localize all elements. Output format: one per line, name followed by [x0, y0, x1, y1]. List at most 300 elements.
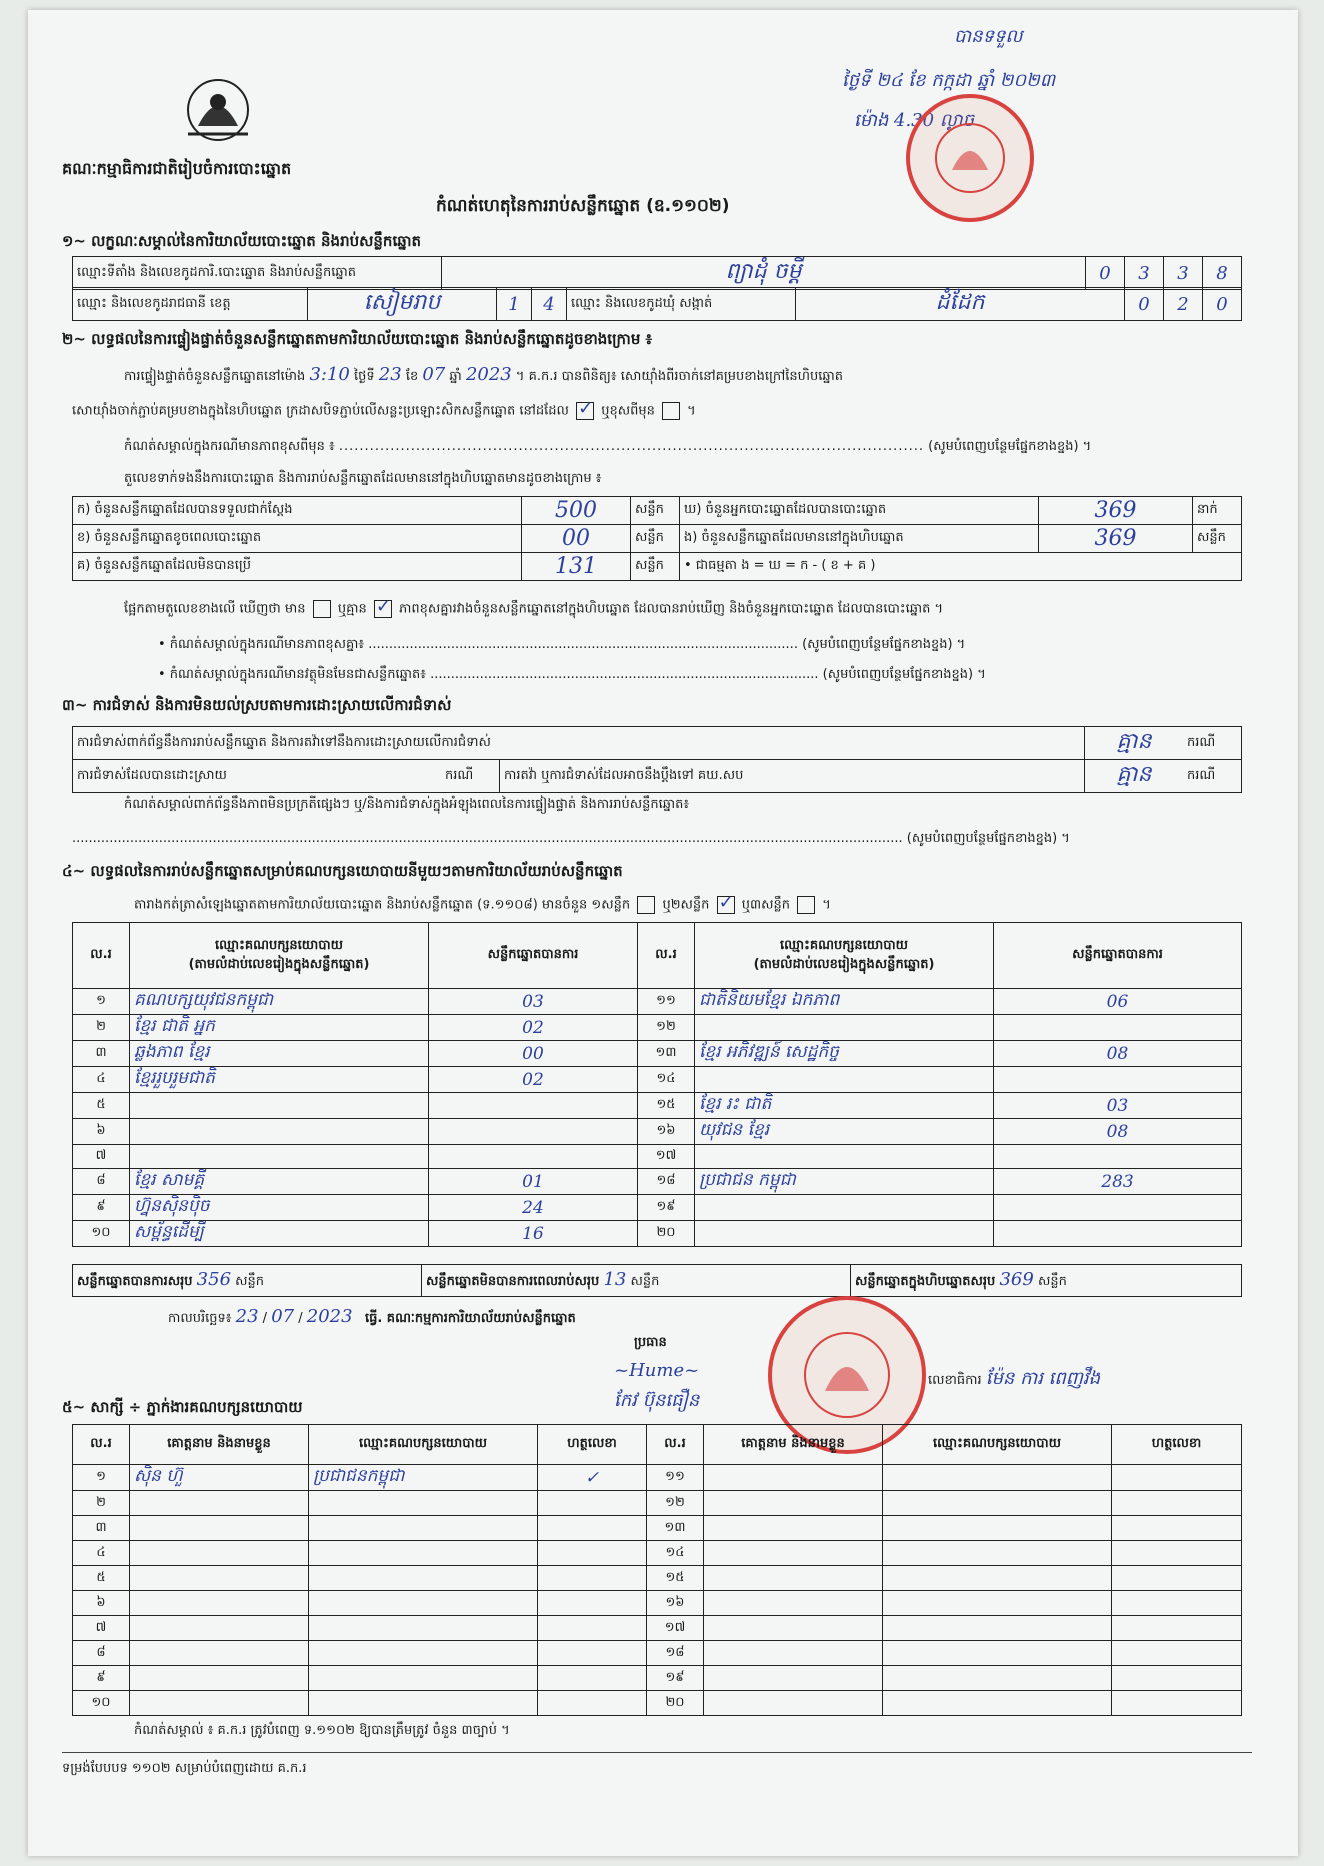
party-row	[73, 1145, 1242, 1169]
party-name: ប្រជាជន កម្ពុជា	[695, 1169, 994, 1195]
witness-no: ១៣	[647, 1516, 704, 1541]
col-no-left: ល.រ	[73, 923, 130, 989]
total-box-label: សន្លឹកឆ្នោតក្នុងហិបឆ្នោតសរុប	[855, 1274, 996, 1289]
total-box-value: 369	[999, 1269, 1034, 1290]
witness-party	[309, 1691, 538, 1716]
party-no: ១៣	[638, 1041, 695, 1067]
witness-no: ១៨	[647, 1641, 704, 1666]
verify-year: 2023	[465, 364, 512, 385]
witness-name	[704, 1491, 883, 1516]
spoiled-ballots-value: 00	[522, 525, 631, 553]
witness-party	[309, 1641, 538, 1666]
witness-row	[73, 1516, 1242, 1541]
party-votes: 01	[429, 1169, 638, 1195]
party-name: សម្ព័ន្ធដើម្បី	[130, 1221, 429, 1247]
verify-text-e: ។ គ.ក.រ បានពិនិត្យ៖ សោយ៉ាំងពីរចាក់នៅគម្របខាងក្រៅនៃហិបឆ្នោត	[515, 369, 844, 384]
witness-signature: ✓	[538, 1465, 647, 1491]
party-votes: 03	[994, 1093, 1242, 1119]
w-col-no-left: ល.រ	[73, 1425, 130, 1465]
witness-name	[130, 1641, 309, 1666]
witness-name	[704, 1516, 883, 1541]
section1-title: ១~ លក្ខណៈសម្គាល់នៃការិយាល័យបោះឆ្នោត និងរាប់សន្លឹកឆ្នោត	[62, 232, 422, 250]
witness-name	[130, 1591, 309, 1616]
party-no: ១៨	[638, 1169, 695, 1195]
party-row	[73, 1067, 1242, 1093]
totals-table	[72, 1264, 1242, 1297]
witness-no: ១៧	[647, 1616, 704, 1641]
chair-label: ប្រធាន	[634, 1335, 667, 1350]
col-no-right: ល.រ	[638, 923, 695, 989]
figures-intro: តួលេខទាក់ទងនឹងការបោះឆ្នោត និងការរាប់សន្លឹកឆ្នោតដែលមាននៅក្នុងហិបឆ្នោតមានដូចខាងក្រោម ៖	[124, 471, 602, 486]
total-invalid-label: សន្លឹកឆ្នោតមិនបានការពេលរាប់សរុប	[426, 1274, 600, 1289]
witness-party	[309, 1591, 538, 1616]
party-votes: 03	[429, 989, 638, 1015]
party-votes	[994, 1015, 1242, 1041]
party-votes	[994, 1067, 1242, 1093]
witness-signature	[1112, 1691, 1242, 1716]
verification-paragraph	[124, 364, 1274, 387]
party-name: យុវជន ខ្មែរ	[695, 1119, 994, 1145]
voters-value: 369	[1039, 497, 1193, 525]
total-invalid-cell	[422, 1265, 851, 1297]
section2-title: ២~ លទ្ធផលនៃការផ្ទៀងផ្ទាត់ចំនួនសន្លឹកឆ្នោតតាមការិយាល័យបោះឆ្នោត និងរាប់សន្លឹកឆ្នោតដូចខាងក្រោម ៖	[62, 330, 653, 348]
witness-party	[883, 1566, 1112, 1591]
witness-signature	[1112, 1491, 1242, 1516]
discrepancy-line	[124, 600, 1274, 620]
nec-emblem	[178, 76, 258, 148]
witness-name	[704, 1591, 883, 1616]
witness-party	[883, 1691, 1112, 1716]
witness-name	[130, 1491, 309, 1516]
party-name	[130, 1093, 429, 1119]
ballot-figures-table	[72, 496, 1242, 581]
witness-row	[73, 1465, 1242, 1491]
party-no: ១១	[638, 989, 695, 1015]
province-label: ឈ្មោះ និងលេខកូដរាជធានី ខេត្ត	[73, 288, 308, 321]
case-unit-1: ករណី	[1183, 727, 1242, 760]
witness-row	[73, 1591, 1242, 1616]
witness-no: ១៦	[647, 1591, 704, 1616]
one-sheet-checkbox[interactable]	[637, 896, 655, 914]
party-name	[695, 1221, 994, 1247]
total-valid-cell	[73, 1265, 422, 1297]
col-votes-right: សន្លឹកឆ្នោតបានការ	[994, 923, 1242, 989]
secretary-label: លេខាធិការ	[928, 1373, 982, 1388]
witness-no: ៧	[73, 1616, 130, 1641]
objection-value: គ្មាន	[1085, 727, 1184, 760]
party-no: ១០	[73, 1221, 130, 1247]
witness-party	[883, 1666, 1112, 1691]
committee-name: គណៈកម្មាធិការជាតិរៀបចំការបោះឆ្នោត	[62, 159, 292, 178]
col-party-right-sub: (តាមលំដាប់លេខរៀងក្នុងសន្លឹកឆ្នោត)	[753, 956, 935, 972]
province-value: សៀមរាប	[308, 288, 497, 321]
verify-text-c: ខែ	[405, 369, 419, 384]
party-votes: 08	[994, 1041, 1242, 1067]
witness-party	[883, 1516, 1112, 1541]
witness-signature	[538, 1641, 647, 1666]
diff-note-label: កំណត់សម្គាល់ក្នុងករណីមានភាពខុសពីមុន ៖	[124, 439, 335, 454]
witness-signature	[1112, 1591, 1242, 1616]
party-name	[695, 1145, 994, 1169]
received-date: ថ្ងៃទី ២៤ ខែ កក្កដា ឆ្នាំ ២០២៣	[842, 70, 1056, 91]
witness-party	[309, 1566, 538, 1591]
party-row	[73, 1169, 1242, 1195]
party-votes: 02	[429, 1067, 638, 1093]
col-party-right-title: ឈ្មោះគណបក្សនយោបាយ	[780, 937, 908, 953]
witness-no: ១១	[647, 1465, 704, 1491]
witness-signature	[538, 1616, 647, 1641]
objection-label: ការជំទាស់ពាក់ព័ន្ធនឹងការរាប់សន្លឹកឆ្នោត និងការតវ៉ាទៅនឹងការដោះស្រាយលើការជំទាស់	[73, 727, 1085, 760]
station-code-3: 3	[1164, 257, 1203, 290]
party-row	[73, 1119, 1242, 1145]
commune-code-2: 2	[1164, 288, 1203, 321]
appeal-value: គ្មាន	[1085, 760, 1184, 793]
col-party-left-title: ឈ្មោះគណបក្សនយោបាយ	[215, 937, 343, 953]
witness-name	[130, 1666, 309, 1691]
station-id-table	[72, 256, 1242, 290]
party-row	[73, 989, 1242, 1015]
witness-party	[309, 1616, 538, 1641]
section3-title: ៣~ ការជំទាស់ និងការមិនយល់ស្របតាមការដោះស្រាយលើការជំទាស់	[62, 696, 452, 714]
commune-code-3: 0	[1203, 288, 1242, 321]
col-party-right	[695, 923, 994, 989]
party-name: ខ្មែរ ជាតិ អ្នក	[130, 1015, 429, 1041]
witness-row	[73, 1641, 1242, 1666]
footer-rule	[62, 1752, 1252, 1753]
completion-note: កំណត់សម្គាល់ ៖ គ.ក.រ ត្រូវបំពេញ ទ.១១០២ ឱ្យបានត្រឹមត្រូវ ចំនួន ៣ច្បាប់ ។	[134, 1723, 510, 1738]
intact-checkbox[interactable]	[576, 402, 594, 420]
witness-no: ១	[73, 1465, 130, 1491]
witness-signature	[1112, 1641, 1242, 1666]
witness-name	[704, 1666, 883, 1691]
unit-sheet-2: សន្លឹក	[631, 525, 680, 553]
total-valid-value: 356	[196, 1269, 232, 1290]
party-no: ២០	[638, 1221, 695, 1247]
party-no: ១៧	[638, 1145, 695, 1169]
witness-signature	[538, 1541, 647, 1566]
station-code-4: 8	[1203, 257, 1242, 290]
station-code-2: 3	[1125, 257, 1164, 290]
party-no: ៥	[73, 1093, 130, 1119]
formula: • ជាធម្មតា ង = ឃ = ក - ( ខ + គ )	[680, 553, 1242, 581]
party-name	[695, 1015, 994, 1041]
witness-signature	[1112, 1465, 1242, 1491]
witness-party	[883, 1465, 1112, 1491]
witness-name: ស៊ិន ហ៊ួ	[130, 1465, 309, 1491]
party-no: ១៥	[638, 1093, 695, 1119]
w-col-party-right: ឈ្មោះគណបក្សនយោបាយ	[883, 1425, 1112, 1465]
w-col-no-right: ល.រ	[647, 1425, 704, 1465]
three-sheets-checkbox[interactable]	[797, 896, 815, 914]
unit-sheet-1: សន្លឹក	[631, 497, 680, 525]
unit-sheet-3: សន្លឹក	[1193, 525, 1242, 553]
note-diff-line: • កំណត់សម្គាល់ក្នុងករណីមានភាពខុសគ្នា៖ ........................................................................................................ (សូមបំពេញបន្ថែមផ្នែកខាងខ្នង) ។	[158, 637, 966, 652]
fill-hint-1: (សូមបំពេញបន្ថែមផ្នែកខាងខ្នង) ។	[928, 439, 1092, 454]
witness-name	[130, 1691, 309, 1716]
received-label: បានទទួល	[954, 26, 1023, 47]
witness-signature	[538, 1566, 647, 1591]
party-votes: 16	[429, 1221, 638, 1247]
party-name: ខ្មែររួបរួមជាតិ	[130, 1067, 429, 1093]
verify-day: 23	[378, 364, 402, 385]
commune-value: ដំដែក	[796, 288, 1125, 321]
w-col-party-left: ឈ្មោះគណបក្សនយោបាយ	[309, 1425, 538, 1465]
w-col-sign-left: ហត្ថលេខា	[538, 1425, 647, 1465]
witness-no: ៩	[73, 1666, 130, 1691]
party-no: ១២	[638, 1015, 695, 1041]
witness-row	[73, 1691, 1242, 1716]
verify-month: 07	[422, 364, 446, 385]
objections-table	[72, 726, 1242, 793]
witness-party	[883, 1491, 1112, 1516]
witness-signature	[538, 1666, 647, 1691]
witness-table	[72, 1424, 1242, 1716]
witness-row	[73, 1666, 1242, 1691]
section4-title: ៤~ លទ្ធផលនៃការរាប់សន្លឹកឆ្នោតសម្រាប់គណបក្សនយោបាយនីមួយៗតាមការិយាល័យរាប់សន្លឹកឆ្នោត	[62, 862, 623, 880]
section5-title: ៥~ សាក្សី ÷ ភ្នាក់ងារគណបក្សនយោបាយ	[62, 1398, 303, 1416]
party-name: ជាតិនិយមខ្មែរ ឯកភាព	[695, 989, 994, 1015]
voters-label: ឃ) ចំនួនអ្នកបោះឆ្នោតដែលបានបោះឆ្នោត	[680, 497, 1039, 525]
chair-signature: ~Hume~	[614, 1360, 700, 1381]
witness-no: ៥	[73, 1566, 130, 1591]
witness-signature	[1112, 1666, 1242, 1691]
witness-party: ប្រជាជនកម្ពុជា	[309, 1465, 538, 1491]
discrepancy-text-c: ភាពខុសគ្នារវាងចំនួនសន្លឹកឆ្នោតនៅក្នុងហិបឆ្នោត ដែលបានរាប់ឃើញ និងចំនួនអ្នកបោះឆ្នោត ដែលបានបោះឆ្នោត ។	[399, 601, 944, 617]
tally-sheets-line: តារាងកត់ត្រាសំឡេងឆ្នោតតាមការិយាល័យបោះឆ្នោត និងរាប់សន្លឹកឆ្នោត (ទ.១១០៨) មានចំនួន ១សន្លឹក ឬ២សន្លឹក ✓ ឬ៣សន្លឹក ។	[134, 896, 831, 916]
appeal-label: ការតវ៉ា ឬការជំទាស់ដែលអាចនឹងប្ដឹងទៅ គឃ.សប	[500, 760, 1085, 793]
witness-name	[704, 1566, 883, 1591]
location-table	[72, 287, 1242, 321]
date-day: 23	[235, 1306, 259, 1327]
party-votes: 08	[994, 1119, 1242, 1145]
party-votes	[429, 1119, 638, 1145]
discrepancy-text-b: ឬគ្មាន	[337, 601, 367, 617]
party-no: ២	[73, 1015, 130, 1041]
verify-text-d: ឆ្នាំ	[449, 369, 462, 384]
signature-date-line: កាលបរិច្ឆេទ៖ 23 / 07 / 2023 ធ្វើ. គណៈកម្មការការិយាល័យរាប់សន្លឹកឆ្នោត	[168, 1306, 576, 1327]
party-votes	[429, 1093, 638, 1119]
note-diff-label: • កំណត់សម្គាល់ក្នុងករណីមានភាពខុសគ្នា៖	[158, 637, 365, 652]
discrepancy-text-a: ផ្អែកតាមតួលេខខាងលើ ឃើញថា មាន	[124, 601, 306, 617]
witness-signature	[538, 1516, 647, 1541]
has-diff-checkbox[interactable]	[313, 600, 331, 618]
note-foreign-line: • កំណត់សម្គាល់ក្នុងករណីមានវត្ថុមិនមែនជាសន្លឹកឆ្នោត៖ .............................................................................................. (សូមបំពេញបន្ថែមផ្នែកខាងខ្នង) ។	[158, 667, 986, 682]
unit-sheet-5: សន្លឹក	[235, 1274, 265, 1289]
party-votes	[994, 1195, 1242, 1221]
date-month: 07	[271, 1306, 295, 1327]
unused-ballots-value: 131	[522, 553, 631, 581]
form-title: កំណត់ហេតុនៃការរាប់សន្លឹកឆ្នោត (ឧ.១១០២)	[436, 196, 730, 216]
date-year: 2023	[306, 1306, 353, 1327]
witness-name	[130, 1516, 309, 1541]
witness-signature	[538, 1691, 647, 1716]
case-unit-3: ករណី	[1183, 760, 1242, 793]
witness-no: ៣	[73, 1516, 130, 1541]
total-box-cell	[851, 1265, 1242, 1297]
date-label: កាលបរិច្ឆេទ៖	[168, 1311, 232, 1326]
unit-sheet-7: សន្លឹក	[1037, 1274, 1067, 1289]
w-col-sign-right: ហត្ថលេខា	[1112, 1425, 1242, 1465]
tally-intro-b: ឬ២សន្លឹក	[662, 897, 710, 913]
party-votes	[429, 1145, 638, 1169]
party-no: ១៤	[638, 1067, 695, 1093]
party-no: ៨	[73, 1169, 130, 1195]
chair-name: កែវ ប៊ុនធឿន	[614, 1390, 700, 1411]
witness-signature	[538, 1491, 647, 1516]
party-no: ៩	[73, 1195, 130, 1221]
party-no: ៦	[73, 1119, 130, 1145]
witness-no: ៤	[73, 1541, 130, 1566]
witness-no: ១៩	[647, 1666, 704, 1691]
w-col-name-right: គោត្តនាម និងនាមខ្លួន	[704, 1425, 883, 1465]
witness-signature	[1112, 1566, 1242, 1591]
seal-status-line: សោយ៉ាំងចាក់ភ្ជាប់គម្របខាងក្នុងនៃហិបឆ្នោត ក្រដាសបិទភ្ជាប់លើសន្លះប្រឡោះសិកសន្លឹកឆ្នោត នៅដដែល ✓ ឬខុសពីមុន ។	[72, 402, 696, 422]
witness-party	[883, 1616, 1112, 1641]
party-votes: 283	[994, 1169, 1242, 1195]
col-party-left	[130, 923, 429, 989]
witness-party	[309, 1541, 538, 1566]
witness-party	[309, 1516, 538, 1541]
party-no: ១៩	[638, 1195, 695, 1221]
witness-name	[704, 1465, 883, 1491]
party-name	[130, 1145, 429, 1169]
spoiled-ballots-label: ខ) ចំនួនសន្លឹកឆ្នោតខូចពេលបោះឆ្នោត	[73, 525, 522, 553]
witness-no: ១២	[647, 1491, 704, 1516]
witness-party	[883, 1641, 1112, 1666]
fill-hint-2: (សូមបំពេញបន្ថែមផ្នែកខាងខ្នង) ។	[802, 637, 966, 652]
witness-party	[309, 1491, 538, 1516]
changed-checkbox[interactable]	[662, 402, 680, 420]
party-name: ហ្វ៊ុនស៊ិនប៉ិច	[130, 1195, 429, 1221]
diff-note-line: កំណត់សម្គាល់ក្នុងករណីមានភាពខុសពីមុន ៖ .................................................................................................................. (សូមបំពេញបន្ថែមផ្នែកខាងខ្នង) ។	[124, 439, 1092, 454]
col-party-left-sub: (តាមលំដាប់លេខរៀងក្នុងសន្លឹកឆ្នោត)	[188, 956, 370, 972]
party-no: ៤	[73, 1067, 130, 1093]
signed-by: ធ្វើ. គណៈកម្មការការិយាល័យរាប់សន្លឹកឆ្នោត	[364, 1311, 576, 1326]
unit-sheet-4: សន្លឹក	[631, 553, 680, 581]
secretary-name: ម៉ែន ការ ពេញវឹង	[985, 1368, 1101, 1389]
party-results-table	[72, 922, 1242, 1247]
witness-row	[73, 1566, 1242, 1591]
party-name	[695, 1067, 994, 1093]
verify-text-b: ថ្ងៃទី	[354, 369, 375, 384]
party-votes: 00	[429, 1041, 638, 1067]
irregularity-fill-line: ......................................................................................................................................................................................................... (សូមបំពេញបន្ថែមផ្នែកខាងខ្នង) ។	[72, 831, 1070, 846]
nec-red-seal-top	[906, 94, 1034, 222]
party-votes	[994, 1145, 1242, 1169]
witness-rows	[73, 1465, 1242, 1716]
province-code-2: 4	[532, 288, 567, 321]
party-name: ឆ្លងភាព ខ្មែរ	[130, 1041, 429, 1067]
total-invalid-value: 13	[603, 1269, 627, 1290]
witness-name	[704, 1641, 883, 1666]
party-no: ៧	[73, 1145, 130, 1169]
form-footer: ទម្រង់បែបបទ ១១០២ សម្រាប់បំពេញដោយ គ.ក.រ	[62, 1761, 307, 1776]
witness-signature	[1112, 1616, 1242, 1641]
party-name: ខ្មែរ អភិវឌ្ឍន៍ សេដ្ឋកិច្ច	[695, 1041, 994, 1067]
witness-name	[130, 1541, 309, 1566]
witness-party	[883, 1541, 1112, 1566]
witness-no: ១៤	[647, 1541, 704, 1566]
fill-hint-4: (សូមបំពេញបន្ថែមផ្នែកខាងខ្នង) ។	[906, 831, 1070, 846]
seal-status-text: សោយ៉ាំងចាក់ភ្ជាប់គម្របខាងក្នុងនៃហិបឆ្នោត ក្រដាសបិទភ្ជាប់លើសន្លះប្រឡោះសិកសន្លឹកឆ្នោត នៅដដែល	[72, 403, 569, 419]
witness-party	[309, 1666, 538, 1691]
witness-name	[704, 1616, 883, 1641]
commune-code-1: 0	[1125, 288, 1164, 321]
no-diff-checkbox[interactable]	[374, 600, 392, 618]
box-ballots-label: ង) ចំនួនសន្លឹកឆ្នោតដែលមាននៅក្នុងហិបឆ្នោត	[680, 525, 1039, 553]
witness-no: ២០	[647, 1691, 704, 1716]
tally-intro-c: ឬ៣សន្លឹក	[741, 897, 790, 913]
party-no: ១៦	[638, 1119, 695, 1145]
received-ballots-label: ក) ចំនួនសន្លឹកឆ្នោតដែលបានទទួលជាក់ស្ដែង	[73, 497, 522, 525]
witness-signature	[538, 1591, 647, 1616]
party-votes	[994, 1221, 1242, 1247]
witness-no: ៨	[73, 1641, 130, 1666]
party-name: គណបក្សយុវជនកម្ពុជា	[130, 989, 429, 1015]
verify-time: 3:10	[309, 364, 350, 385]
party-votes: 02	[429, 1015, 638, 1041]
witness-party	[883, 1591, 1112, 1616]
unit-person: នាក់	[1193, 497, 1242, 525]
party-votes: 24	[429, 1195, 638, 1221]
witness-name	[130, 1616, 309, 1641]
party-row	[73, 1195, 1242, 1221]
witness-name	[704, 1541, 883, 1566]
party-no: ៣	[73, 1041, 130, 1067]
fill-hint-3: (សូមបំពេញបន្ថែមផ្នែកខាងខ្នង) ។	[822, 667, 986, 682]
unit-sheet-6: សន្លឹក	[630, 1274, 660, 1289]
witness-name	[130, 1566, 309, 1591]
station-value: ព្យាដុំ ចម្ដី	[442, 257, 1086, 290]
station-label: ឈ្មោះទីតាំង និងលេខកូដការិ.បោះឆ្នោត និងរាប់សន្លឹកឆ្នោត	[73, 257, 442, 290]
secretary-line	[928, 1366, 1100, 1393]
witness-signature	[1112, 1541, 1242, 1566]
col-votes-left: សន្លឹកឆ្នោតបានការ	[429, 923, 638, 989]
witness-row	[73, 1491, 1242, 1516]
station-code-1: 0	[1086, 257, 1125, 290]
party-name: ខ្មែរ រះ ជាតិ	[695, 1093, 994, 1119]
party-rows	[73, 989, 1242, 1247]
witness-no: ១០	[73, 1691, 130, 1716]
box-ballots-value: 369	[1039, 525, 1193, 553]
witness-name	[704, 1691, 883, 1716]
form-sheet	[28, 10, 1298, 1856]
witness-no: ៦	[73, 1591, 130, 1616]
verify-text-a: ការផ្ទៀងផ្ទាត់ចំនួនសន្លឹកឆ្នោតនៅម៉ោង	[124, 369, 306, 384]
two-sheets-checkbox[interactable]	[717, 896, 735, 914]
resolved-label: ការជំទាស់ដែលបានដោះស្រាយ	[73, 760, 442, 793]
note-foreign-label: • កំណត់សម្គាល់ក្នុងករណីមានវត្ថុមិនមែនជាសន្លឹកឆ្នោត៖	[158, 667, 426, 682]
party-row	[73, 1221, 1242, 1247]
party-row	[73, 1093, 1242, 1119]
total-valid-label: សន្លឹកឆ្នោតបានការសរុប	[77, 1274, 193, 1289]
changed-label: ឬខុសពីមុន	[601, 403, 655, 419]
case-unit-2: ករណី	[441, 760, 500, 793]
w-col-name-left: គោត្តនាម និងនាមខ្លួន	[130, 1425, 309, 1465]
tally-intro-a: តារាងកត់ត្រាសំឡេងឆ្នោតតាមការិយាល័យបោះឆ្នោត និងរាប់សន្លឹកឆ្នោត (ទ.១១០៨) មានចំនួន ១សន្លឹក	[134, 897, 631, 913]
witness-row	[73, 1541, 1242, 1566]
unused-ballots-label: គ) ចំនួនសន្លឹកឆ្នោតដែលមិនបានប្រើ	[73, 553, 522, 581]
party-name: ខ្មែរ សាមគ្គី	[130, 1169, 429, 1195]
party-row	[73, 1041, 1242, 1067]
party-name	[695, 1195, 994, 1221]
witness-no: ១៥	[647, 1566, 704, 1591]
received-ballots-value: 500	[522, 497, 631, 525]
party-row	[73, 1015, 1242, 1041]
witness-signature	[1112, 1516, 1242, 1541]
party-name	[130, 1119, 429, 1145]
province-code-1: 1	[497, 288, 532, 321]
